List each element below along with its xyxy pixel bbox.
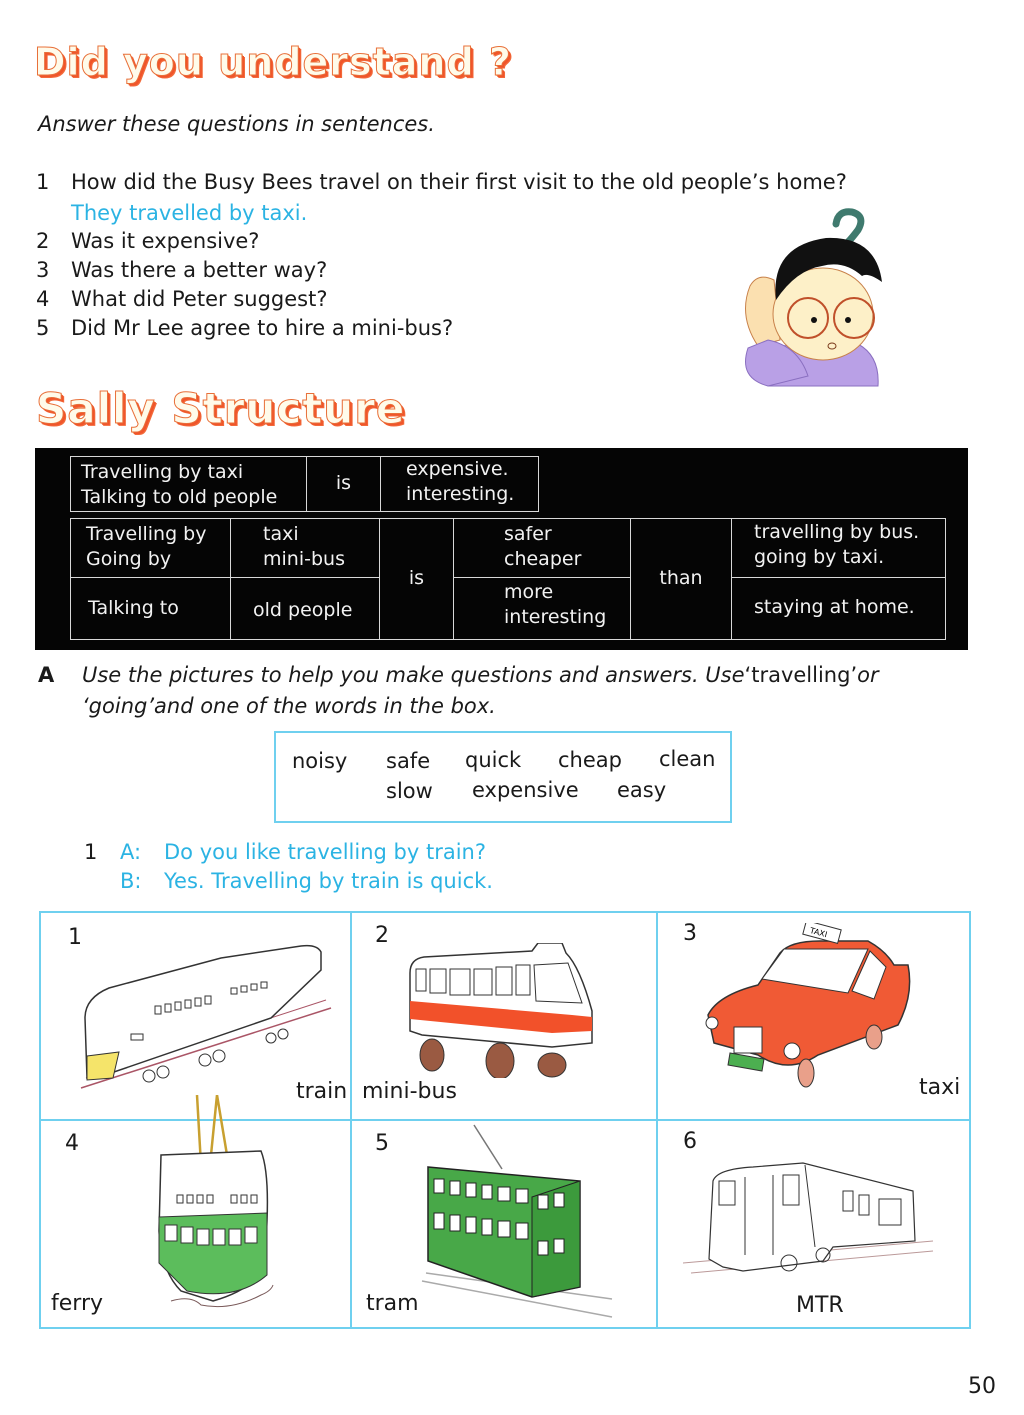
word: easy — [617, 778, 667, 802]
structure-table — [35, 448, 968, 650]
question-text: What did Peter suggest? — [71, 287, 328, 311]
ferry-illustration — [151, 1095, 281, 1320]
table1-adjective: interesting. — [406, 483, 515, 505]
question-number: 4 — [36, 287, 50, 311]
word: slow — [386, 779, 433, 803]
picture-card-mtr — [658, 1121, 969, 1327]
table2-r1c1 — [70, 518, 231, 578]
comparative: cheaper — [504, 548, 582, 570]
table2-object: old people — [253, 599, 353, 621]
confused-boy-illustration — [728, 196, 888, 388]
picture-label: mini-bus — [362, 1079, 457, 1104]
table2-r2c1 — [70, 577, 231, 640]
question-number: 5 — [36, 316, 50, 340]
instruction-part: Use the pictures to help you make questions and answers. Use — [82, 663, 745, 687]
example-number: 1 — [84, 840, 98, 864]
question-text: Was it expensive? — [71, 229, 260, 253]
ending-phrase: staying at home. — [754, 596, 915, 618]
example-dialogue — [84, 838, 493, 896]
speaker-a: A: — [120, 840, 142, 864]
picture-card-mini-bus — [352, 913, 656, 1119]
question-5 — [36, 316, 453, 340]
comparative: more — [504, 581, 554, 603]
table2-than — [630, 518, 732, 640]
question-4 — [36, 287, 327, 311]
word: clean — [659, 747, 716, 771]
question-text: How did the Busy Bees travel on their first visit to the old people’s home? — [71, 170, 847, 194]
comparative: safer — [504, 523, 552, 545]
quoted-word: ‘going’ — [82, 694, 155, 718]
example-answer: Yes. Travelling by train is quick. — [164, 869, 493, 893]
picture-grid — [39, 911, 971, 1329]
word: cheap — [558, 748, 622, 772]
instruction-part: or — [857, 663, 879, 687]
question-number: 1 — [36, 170, 50, 194]
picture-card-tram — [352, 1121, 656, 1327]
section-title-did-you-understand: Did you understand ? — [34, 40, 512, 84]
picture-label: tram — [366, 1291, 419, 1316]
table2-phrase: Travelling by — [86, 523, 207, 545]
answer-1: They travelled by taxi. — [71, 201, 308, 225]
picture-label: train — [296, 1079, 348, 1104]
train-illustration — [71, 938, 341, 1093]
question-2 — [36, 229, 259, 253]
table1-adjective: expensive. — [406, 458, 509, 480]
taxi-sign-text: TAXI — [808, 925, 829, 940]
table2-vehicle: taxi — [263, 523, 299, 545]
instruction-text: Answer these questions in sentences. — [38, 112, 435, 136]
than-text: than — [659, 567, 703, 589]
speaker-b: B: — [120, 869, 142, 893]
question-3 — [36, 258, 327, 282]
minibus-illustration — [402, 943, 602, 1078]
instruction-part: and one of the words in the box. — [154, 694, 496, 718]
question-text: Was there a better way? — [71, 258, 328, 282]
table2-phrase: Going by — [86, 548, 172, 570]
word: safe — [386, 749, 431, 773]
picture-number: 2 — [375, 923, 389, 948]
picture-label: taxi — [919, 1075, 961, 1100]
picture-card-ferry — [41, 1121, 350, 1327]
verb-text: is — [408, 567, 425, 589]
question-number: 2 — [36, 229, 50, 253]
picture-number: 4 — [65, 1131, 79, 1156]
page-number: 50 — [968, 1374, 996, 1399]
table1-subject: Talking to old people — [81, 486, 278, 508]
table1-subjects — [70, 456, 307, 512]
question-1 — [36, 170, 847, 194]
table2-r2c2 — [230, 577, 380, 640]
picture-number: 1 — [68, 925, 82, 950]
verb-text: is — [335, 472, 352, 494]
table2-end2 — [731, 577, 946, 640]
table2-vehicle: mini-bus — [263, 548, 345, 570]
picture-label: MTR — [796, 1293, 844, 1318]
table2-r1c2 — [230, 518, 380, 578]
ending-phrase: going by taxi. — [754, 546, 885, 568]
example-question: Do you like travelling by train? — [164, 840, 486, 864]
table2-comp2 — [453, 577, 631, 640]
table1-subject: Travelling by taxi — [81, 461, 244, 483]
picture-card-train — [41, 913, 350, 1119]
ending-phrase: travelling by bus. — [754, 521, 920, 543]
picture-number: 5 — [375, 1131, 389, 1156]
table1-adjectives — [380, 456, 539, 512]
picture-number: 3 — [683, 921, 697, 946]
picture-label: ferry — [51, 1291, 104, 1316]
word-box — [274, 731, 732, 823]
taxi-illustration — [698, 923, 928, 1088]
word: noisy — [292, 749, 348, 773]
table1-verb — [306, 456, 381, 512]
word: quick — [465, 748, 522, 772]
table2-verb — [379, 518, 454, 640]
word: expensive — [472, 778, 579, 802]
table2-comp1 — [453, 518, 631, 578]
question-text: Did Mr Lee agree to hire a mini-bus? — [71, 316, 454, 340]
table2-end1 — [731, 518, 946, 578]
part-a-instruction — [38, 660, 968, 722]
quoted-word: ‘travelling’ — [744, 663, 858, 687]
picture-number: 6 — [683, 1129, 697, 1154]
part-letter: A — [38, 663, 55, 687]
picture-card-taxi — [658, 913, 969, 1119]
section-title-sally-structure: Sally Structure — [36, 384, 406, 433]
question-number: 3 — [36, 258, 50, 282]
tram-illustration — [412, 1121, 622, 1326]
table2-phrase: Talking to — [88, 597, 179, 619]
comparative: interesting — [504, 606, 607, 628]
mtr-illustration — [683, 1151, 938, 1291]
